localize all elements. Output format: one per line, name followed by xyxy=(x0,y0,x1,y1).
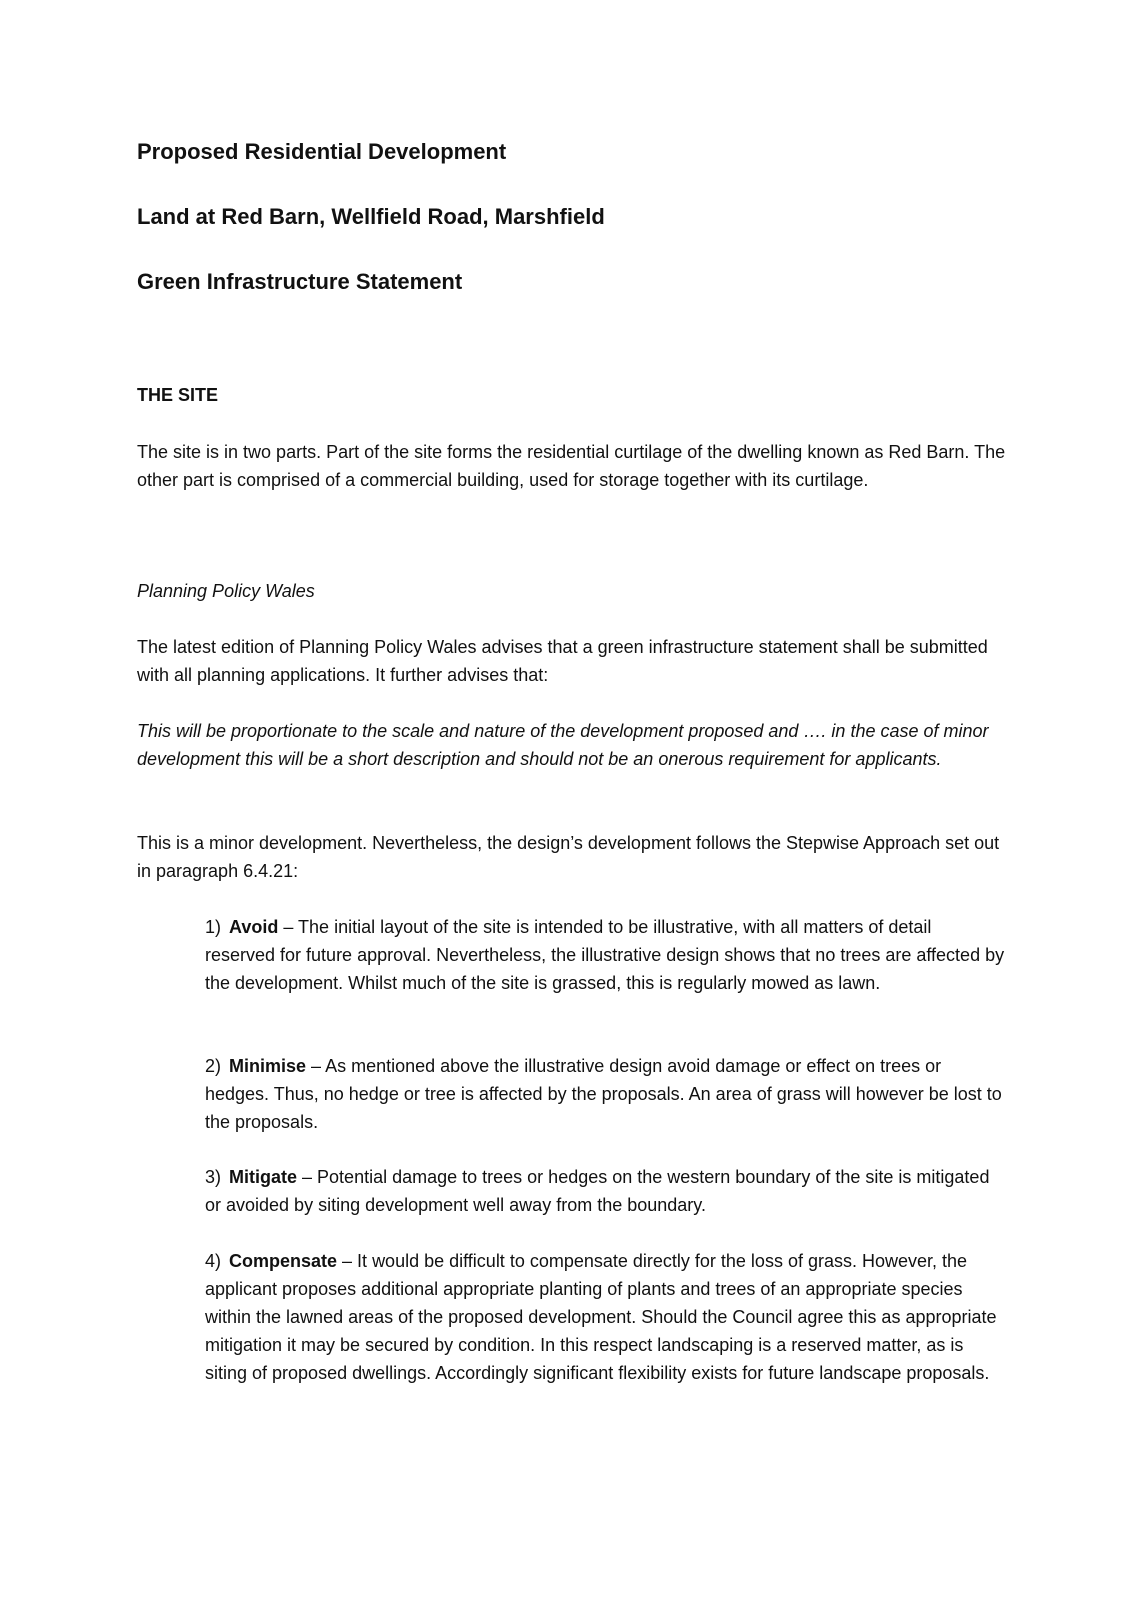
step-text: – It would be difficult to compensate directly for the loss of grass. However, the applicant proposes additional appropriate planting of plants and trees of an appropriate species within the lawned areas of the proposed development. Should the Council agree this as appropriate mitigation it may be secured by condition. In this respect landscaping is a reserved matter, as is siting of proposed dwellings. Accordingly significant flexibility exists for future landscape proposals. xyxy=(205,1251,997,1383)
planning-policy-paragraph: The latest edition of Planning Policy Wales advises that a green infrastructure statement shall be submitted with all planning applications. It further advises that: xyxy=(137,637,988,685)
minor-development-paragraph: This is a minor development. Nevertheless, the design’s development follows the Stepwise Approach set out in paragraph 6.4.21: xyxy=(137,833,1000,881)
document-title: Proposed Residential Development xyxy=(137,139,507,164)
step-text: – Potential damage to trees or hedges on the western boundary of the site is mitigated or avoided by siting development well away from the boundary. xyxy=(205,1167,990,1215)
step-number: 1) xyxy=(205,917,222,937)
step-term: Minimise xyxy=(229,1056,307,1076)
planning-policy-heading: Planning Policy Wales xyxy=(137,581,315,601)
the-site-heading: THE SITE xyxy=(137,385,219,405)
step-item-avoid xyxy=(205,913,1005,997)
step-item-minimise xyxy=(205,1052,1005,1136)
step-item-mitigate xyxy=(205,1163,1005,1219)
step-term: Mitigate xyxy=(229,1167,298,1187)
step-text: – The initial layout of the site is intended to be illustrative, with all matters of detail reserved for future approval. Nevertheless, the illustrative design shows that no trees are affected by the development. Whilst much of the site is grassed, this is regularly mowed as lawn. xyxy=(205,917,1005,993)
step-number: 3) xyxy=(205,1167,222,1187)
step-number: 4) xyxy=(205,1251,222,1271)
step-term: Avoid xyxy=(229,917,279,937)
step-item-compensate xyxy=(205,1247,1005,1387)
step-term: Compensate xyxy=(229,1251,338,1271)
policy-quote: This will be proportionate to the scale and nature of the development proposed and …. in the case of minor development this will be a short description and should not be an onerous requirement for applicants. xyxy=(137,721,989,769)
the-site-paragraph: The site is in two parts. Part of the site forms the residential curtilage of the dwelling known as Red Barn. The other part is comprised of a commercial building, used for storage together with its curtilage. xyxy=(137,442,1006,490)
location-heading: Land at Red Barn, Wellfield Road, Marshfield xyxy=(137,204,605,229)
step-text: – As mentioned above the illustrative design avoid damage or effect on trees or hedges. Thus, no hedge or tree is affected by the proposals. An area of grass will however be lost to the proposals. xyxy=(205,1056,1002,1132)
statement-heading: Green Infrastructure Statement xyxy=(137,269,463,294)
step-number: 2) xyxy=(205,1056,222,1076)
